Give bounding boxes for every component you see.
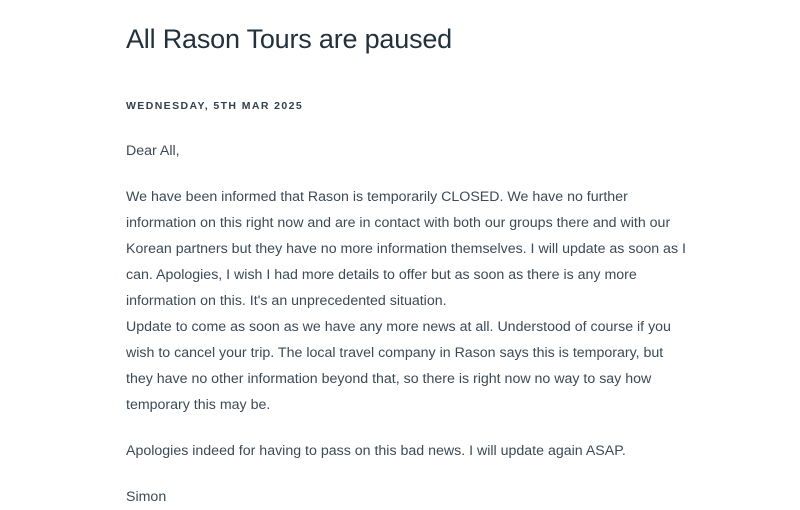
paragraph-signature: Simon [126, 489, 167, 505]
paragraph-greeting: Dear All, [126, 143, 180, 159]
paragraph-closure-notice: We have been informed that Rason is temporarily CLOSED. We have no further information on this right now and are in contact with both our groups there and with our Korean partners but they have no more information themselves. I will update as soon as I can. Apologies, I wish I had more details to offer but as soon as there is any more information on this. It's an unprecedented situation. [126, 189, 686, 309]
paragraph-update: Update to come as soon as we have any more news at all. Understood of course if you wish to cancel your trip. The local travel company in Rason says this is temporary, but they have no other information beyond that, so there is right now no way to say how temporary this may be. [126, 319, 671, 413]
article-body [126, 138, 690, 510]
page-title: All Rason Tours are paused [126, 24, 452, 54]
article-date: WEDNESDAY, 5TH MAR 2025 [126, 100, 304, 112]
paragraph-apology: Apologies indeed for having to pass on this bad news. I will update again ASAP. [126, 443, 626, 459]
